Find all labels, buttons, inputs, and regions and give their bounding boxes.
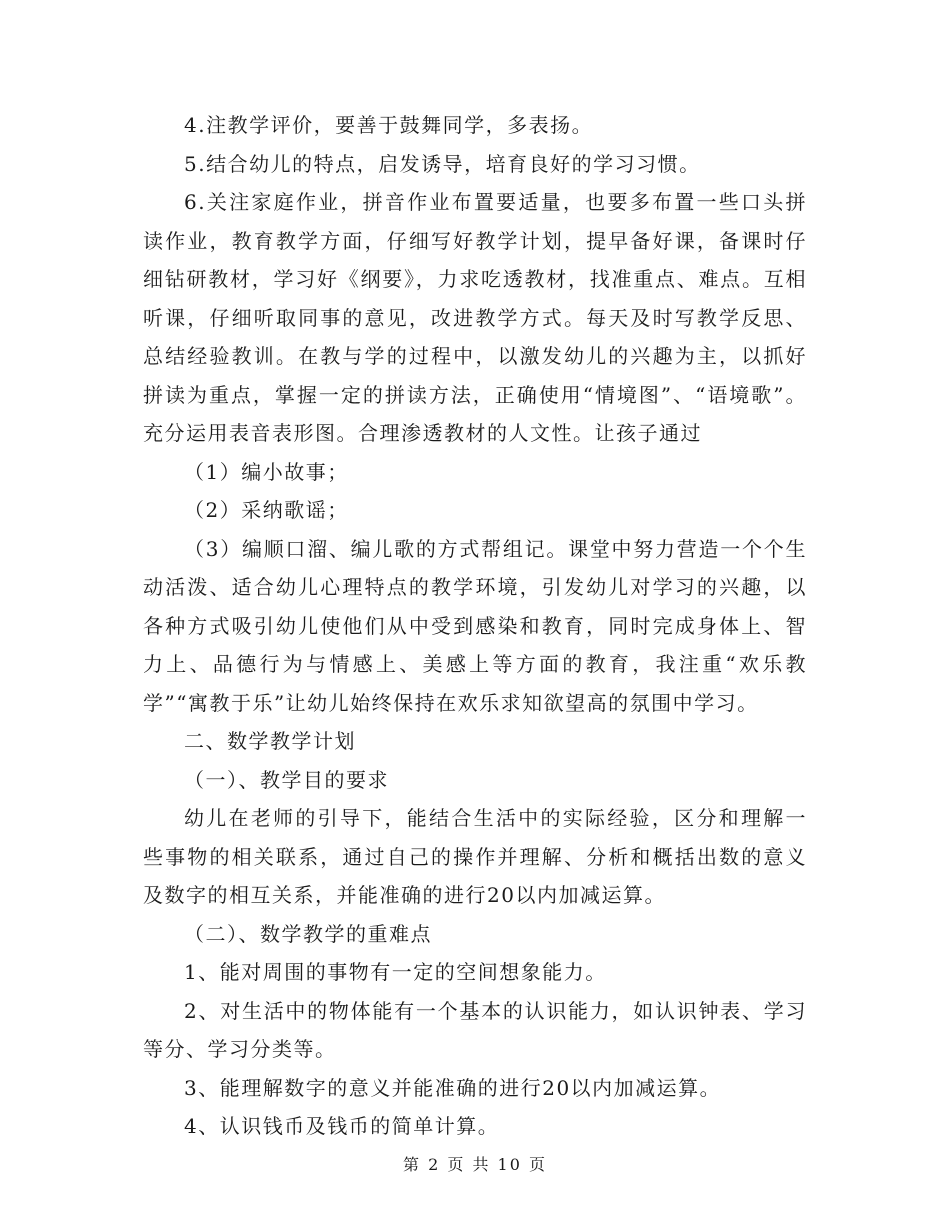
key-point-4: 4、认识钱币及钱币的简单计算。 (184, 1114, 500, 1138)
paragraph-item-4: 4.注教学评价，要善于鼓舞同学，多表扬。 (184, 113, 594, 137)
key-point-1: 1、能对周围的事物有一定的空间想象能力。 (184, 960, 607, 984)
sub-item-1: （1）编小故事； (184, 459, 349, 484)
section-heading-math-plan: 二、数学教学计划 (184, 729, 356, 753)
page-number-footer: 第 2 页 共 10 页 (403, 1155, 547, 1174)
subsection-heading-goals: （一）、教学目的要求 (184, 767, 389, 792)
paragraph-item-6: 6.关注家庭作业，拼音作业布置要适量，也要多布置一些口头拼读作业，教育教学方面，仔细写好教学计划，提早备好课，备课时仔细钻研教材，学习好《纲要》，力求吃透教材，找准重点、难点。互相听课，仔细听取同事的意见，改进教学方式。每天及时写教学反思、总结经验教训。在教与学的过程中，以激发幼儿的兴趣为主，以抓好拼读为重点，掌握一定的拼读方法，正确使用“情境图”、“语境歌”。充分运用表音表形图。合理渗透教材的人文性。让孩子通过 (143, 190, 807, 445)
key-point-3: 3、能理解数字的意义并能准确的进行20以内加减运算。 (184, 1075, 722, 1100)
sub-item-3: （3）编顺口溜、编儿歌的方式帮组记。课堂中努力营造一个个生动活泼、适合幼儿心理特点的教学环境，引发幼儿对学习的兴趣，以各种方式吸引幼儿使他们从中受到感染和教育，同时完成身体上、智力上、品德行为与情感上、美感上等方面的教育，我注重“欢乐教学”“寓教于乐”让幼儿始终保持在欢乐求知欲望高的氛围中学习。 (143, 536, 807, 715)
key-point-2: 2、对生活中的物体能有一个基本的认识能力，如认识钟表、学习等分、学习分类等。 (143, 998, 807, 1061)
subsection-heading-key-points: （二）、数学教学的重难点 (184, 921, 432, 946)
paragraph-item-5: 5.结合幼儿的特点，启发诱导，培育良好的学习习惯。 (184, 151, 701, 176)
goals-paragraph: 幼儿在老师的引导下，能结合生活中的实际经验，区分和理解一些事物的相关联系，通过自己的操作并理解、分析和概括出数的意义及数字的相互关系，并能准确的进行20以内加减运算。 (143, 806, 807, 907)
document-body (143, 106, 807, 1146)
sub-item-2: （2）采纳歌谣； (184, 498, 349, 522)
